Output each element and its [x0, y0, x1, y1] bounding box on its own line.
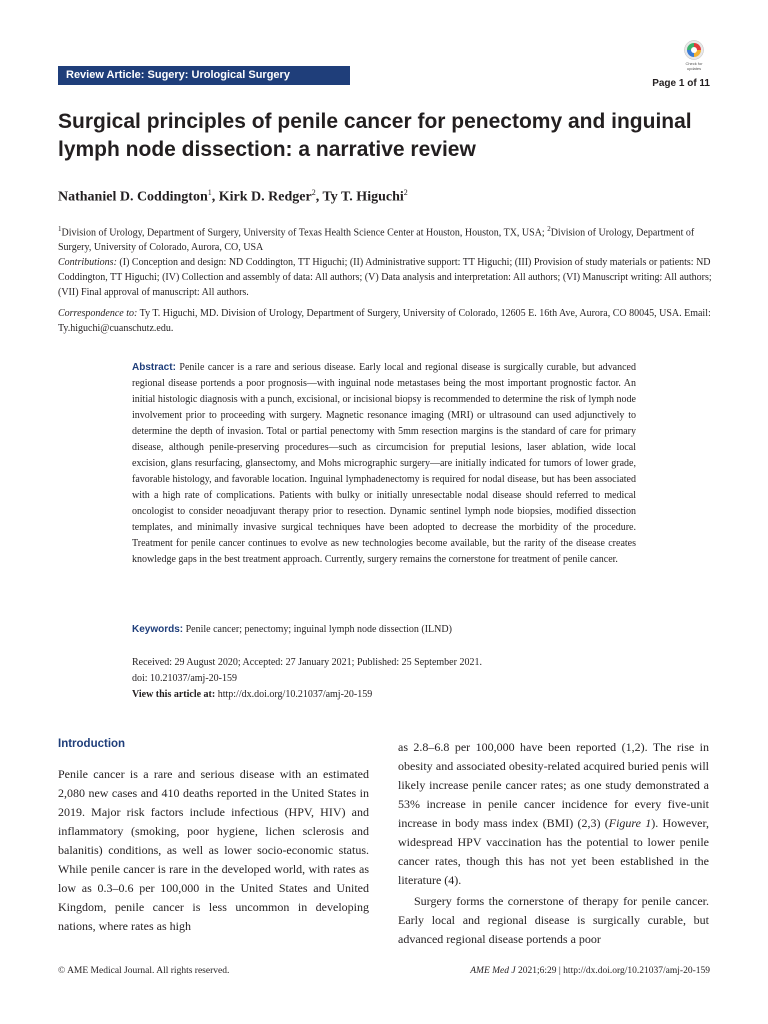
intro-para-1-cont-b: ). However, widespread HPV vaccination has the potential to lower penile cancer rates, though this has not yet been established in the literature (4).: [398, 816, 710, 887]
affil-1-text: Division of Urology, Department of Surgery, University of Texas Health Science Center at Houston, Houston, TX, USA;: [61, 227, 548, 239]
contributions: [58, 255, 714, 300]
introduction-heading: Introduction: [58, 738, 126, 750]
abstract: [132, 360, 636, 568]
check-for-updates-icon: [684, 40, 704, 60]
abstract-text: Penile cancer is a rare and serious disease. Early local and regional disease is surgically curable, but advanced regional disease portends a poor prognosis—with inguinal node metastases being the most important prognostic factor. An initial histologic diagnosis with a punch, excisional, or incisional biopsy is recommended to determine the risk of lymph node involvement prior to proceeding with surgery. Magnetic resonance imaging (MRI) or ultrasound can used adjunctively to determine the depth of invasion. Total or partial penectomy with 5mm resection margins is the standard of care for primary disease, although penile-preserving procedures—such as circumcision for preputial lesions, laser ablation, wide local excision, glans resurfacing, glansectomy, and Mohs micrographic surgery—are initially indicated for tumors of lower grade, favorable histology, and favorable location. Inguinal lymphadenectomy is required for nodal disease, but has been associated with a high rate of complications. Patients with bulky or initially unresectable nodal disease should referred to medical oncologist to consider neoadjuvant therapy prior to resection. Dynamic sentinel lymph node biopsies, modified dissection templates, and minimally invasive surgical techniques have been adopted to decrease the morbidity of the procedure. Treatment for penile cancer continues to evolve as new technologies become available, but the rarity of the disease creates knowledge gaps in the best treatment approach. Currently, surgery remains the cornerstone for treatment of penile cancer.: [132, 362, 636, 565]
author-2: Kirk D. Redger: [218, 189, 312, 205]
author-3-affil: 2: [403, 188, 408, 197]
author-2-affil: 2: [311, 188, 316, 197]
author-1: Nathaniel D. Coddington: [58, 189, 208, 205]
view-article-label: View this article at:: [132, 689, 216, 700]
citation-footer: [470, 966, 710, 976]
correspondence-text: Ty T. Higuchi, MD. Division of Urology, Department of Surgery, University of Colorado, 12605 E. 16th Ave, Aurora, CO 80045, USA. Email: Ty.higuchi@cuanschutz.edu.: [58, 308, 711, 334]
author-1-affil: 1: [207, 188, 212, 197]
affiliations: [58, 222, 714, 255]
intro-paragraph-1-continued: [398, 738, 709, 890]
author-3: Ty T. Higuchi: [322, 189, 404, 205]
abstract-label: Abstract:: [132, 362, 176, 373]
article-title: Surgical principles of penile cancer for penectomy and inguinal lymph node dissection: a narrative review: [58, 110, 692, 161]
doi: doi: 10.21037/amj-20-159: [132, 673, 237, 684]
page-number: Page 1 of 11: [652, 78, 710, 89]
affil-2-marker: 2: [547, 225, 551, 233]
affil-2-text: Division of Urology, Department of Surgery, University of Colorado, Aurora, CO, USA: [58, 227, 695, 254]
correspondence-label: Correspondence to:: [58, 308, 138, 319]
correspondence: [58, 306, 714, 336]
journal-name: AME Med J: [470, 966, 516, 976]
contributions-text: (I) Conception and design: ND Coddington, TT Higuchi; (II) Administrative support: TT Higuchi; (III) Provision of study materials or patients: ND Coddington, TT Higuchi; (IV) Collection and assembly of data: All authors; (V) Data analysis and interpretation: All authors; (VI) Manuscript writing: All authors; (VII) Final approval of manuscript: All authors.: [58, 257, 712, 298]
article-type-banner: Review Article: Sugery: Urological Surgery: [58, 66, 350, 85]
figure-1-reference[interactable]: Figure 1: [608, 816, 652, 830]
author-list: Nathaniel D. Coddington$^1$, Kirk D. Redger$^2$, Ty T. Higuchi$^2$: [58, 188, 408, 205]
publication-dates: [132, 655, 636, 703]
keywords-text: Penile cancer; penectomy; inguinal lymph node dissection (ILND): [185, 624, 452, 635]
intro-paragraph-2: Surgery forms the cornerstone of therapy for penile cancer. Early local and regional disease is surgically curable, but advanced regional disease portends a poor: [398, 894, 709, 946]
contributions-label: Contributions:: [58, 257, 117, 268]
check-for-updates-badge[interactable]: [678, 40, 710, 72]
view-article-line: [132, 687, 636, 703]
intro-column-right: [398, 738, 709, 949]
keywords-label: Keywords:: [132, 624, 184, 635]
keywords: [132, 622, 636, 638]
affil-1-marker: 1: [58, 225, 62, 233]
view-article-link[interactable]: http://dx.doi.org/10.21037/amj-20-159: [217, 689, 373, 700]
citation-text: 2021;6:29 | http://dx.doi.org/10.21037/amj-20-159: [515, 966, 710, 976]
intro-para-1-cont-a: as 2.8–6.8 per 100,000 have been reported (1,2). The rise in obesity and associated obesity-related acquired buried penis will likely increase penile cancer rates; as one study demonstrated a 53% increase in penile cancer incidence for every five-unit increase in body mass index (BMI) (2,3) (: [398, 740, 709, 830]
copyright-footer: © AME Medical Journal. All rights reserved.: [58, 966, 230, 976]
received-accepted-published: Received: 29 August 2020; Accepted: 27 January 2021; Published: 25 September 2021.: [132, 657, 482, 668]
badge-label: Check for updates: [685, 61, 703, 71]
intro-paragraph-1: Penile cancer is a rare and serious disease with an estimated 2,080 new cases and 410 deaths reported in the United States in 2019. Major risk factors include infectious (HPV, HIV) and inflammatory (smoking, poor hygiene, lichen sclerosis and balanitis) conditions, as well as lower socio-economic status. While penile cancer is rare in the developed world, with rates as low as 0.3–0.6 per 100,000 in the United States and United Kingdom, penile cancer is less uncommon in developing nations, where rates as high: [58, 767, 369, 933]
intro-column-left: [58, 765, 369, 936]
